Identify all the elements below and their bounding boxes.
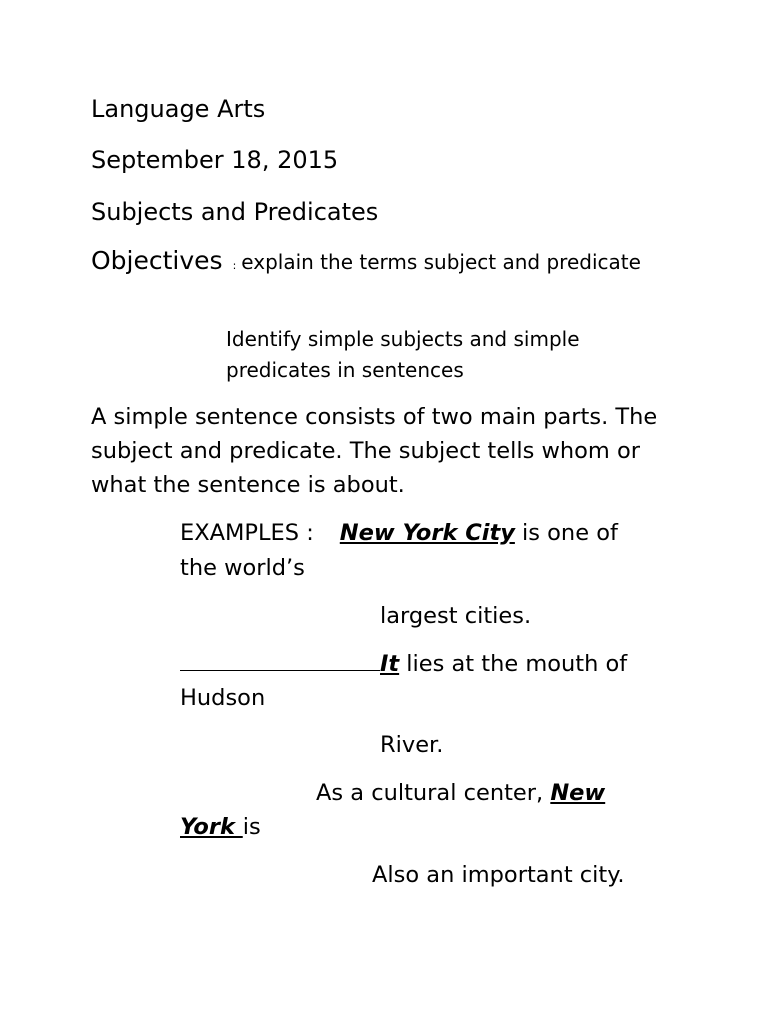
example-2-rest-a: lies at the mouth of <box>399 651 628 677</box>
examples-line-3 <box>316 776 605 810</box>
body-paragraph: A simple sentence consists of two main parts. The subject and predicate. The subject tells whom or what the sentence is about. <box>91 404 658 498</box>
examples-line-2 <box>180 647 627 681</box>
example-2-rest-c: River. <box>380 732 444 758</box>
topic-heading: Subjects and Predicates <box>91 198 379 226</box>
example-3-lead: As a cultural center, <box>316 780 551 806</box>
example-1-subject: New York City <box>339 520 515 546</box>
example-2-subject: It <box>380 651 400 677</box>
objective-item-2: Identify simple subjects and simple predicates in sentences <box>226 327 580 382</box>
objectives-label: Objectives <box>91 246 223 275</box>
example-1-rest-b: the world’s <box>180 555 305 581</box>
example-2-rest-b: Hudson <box>180 685 266 711</box>
example-3-rest-a: is <box>242 814 261 840</box>
examples-label: EXAMPLES : <box>180 520 314 546</box>
objectives-colon: : <box>232 259 237 272</box>
example-3-subject-b: York <box>180 814 243 840</box>
examples-line-1 <box>180 516 618 550</box>
example-1-rest-c: largest cities. <box>380 603 532 629</box>
subject-heading: Language Arts <box>91 95 266 123</box>
example-1-rest-a: is one of <box>514 520 618 546</box>
example-3-subject-a: New <box>550 780 606 806</box>
date-heading: September 18, 2015 <box>91 146 339 174</box>
examples-line-3b <box>180 810 261 844</box>
blank-underline <box>180 648 380 671</box>
example-3-rest-b: Also an important city. <box>372 862 625 888</box>
objective-item-1: explain the terms subject and predicate <box>241 250 641 274</box>
objectives-block <box>91 246 691 278</box>
